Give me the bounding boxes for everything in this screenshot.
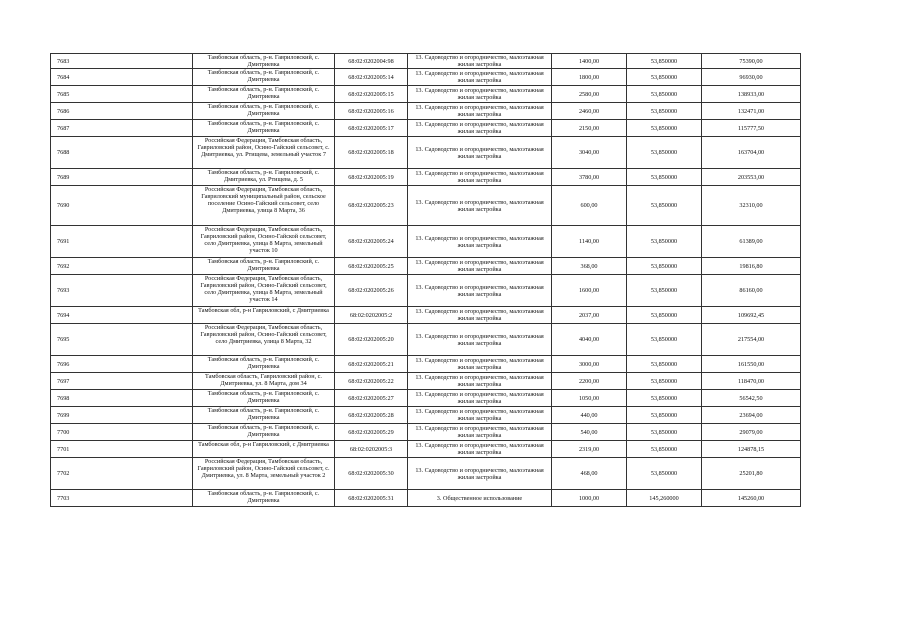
area-cell: 3040,00: [552, 137, 627, 169]
land-parcels-table: [50, 53, 801, 507]
address-cell: Российская Федерация, Тамбовская область, Гавриловский район, Осино-Гайский сельсовет, с. Дмитриевка, ул. 8 Марта, земельный участок 2: [193, 458, 335, 490]
rate-cell: 53,850000: [627, 324, 702, 356]
land-use-cell: 13. Садоводство и огородничество, малоэтажная жилая застройка: [408, 226, 552, 258]
cadastral-cost-cell: 56542,50: [702, 390, 801, 407]
cadastral-cost-cell: 86160,00: [702, 275, 801, 307]
row-number: 7687: [51, 120, 193, 137]
row-number: 7685: [51, 86, 193, 103]
row-number: 7696: [51, 356, 193, 373]
address-cell: Тамбовская область, Гавриловский район, с. Дмитриевка, ул. 8 Марта, дом 34: [193, 373, 335, 390]
land-use-cell: 13. Садоводство и огородничество, малоэтажная жилая застройка: [408, 120, 552, 137]
area-cell: 540,00: [552, 424, 627, 441]
row-number: 7683: [51, 54, 193, 69]
cadastral-cost-cell: 161550,00: [702, 356, 801, 373]
cadastral-number-cell: 68:02:0202005:24: [335, 226, 408, 258]
address-cell: Российская Федерация, Тамбовская область, Гавриловский район, Осино-Гайский сельсовет, село Дмитриевка, улица 8 Марта, земельный участок 14: [193, 275, 335, 307]
address-cell: Тамбовская область, р-н. Гавриловский, с. Дмитриевка: [193, 356, 335, 373]
land-use-cell: 13. Садоводство и огородничество, малоэтажная жилая застройка: [408, 186, 552, 226]
rate-cell: 53,850000: [627, 103, 702, 120]
row-number: 7695: [51, 324, 193, 356]
area-cell: 1000,00: [552, 490, 627, 507]
cadastral-cost-cell: 203553,00: [702, 169, 801, 186]
table-row: [51, 86, 801, 103]
area-cell: 2150,00: [552, 120, 627, 137]
row-number: 7691: [51, 226, 193, 258]
land-use-cell: 13. Садоводство и огородничество, малоэтажная жилая застройка: [408, 390, 552, 407]
cadastral-cost-cell: 124878,15: [702, 441, 801, 458]
address-cell: Российская Федерация, Тамбовская область, Гавриловский район, Осино-Гайский сельсовет, село Дмитриевка, улица 8 Марта, 32: [193, 324, 335, 356]
table-row: [51, 275, 801, 307]
address-cell: Российская Федерация, Тамбовская область, Гавриловский район, Осино-Гайский сельсовет, с. Дмитриевка, ул. Ртищева, земельный участок 7: [193, 137, 335, 169]
address-cell: Тамбовская область, р-н. Гавриловский, с. Дмитриевка: [193, 407, 335, 424]
row-number: 7699: [51, 407, 193, 424]
rate-cell: 145,260000: [627, 490, 702, 507]
table-row: [51, 307, 801, 324]
cadastral-cost-cell: 19816,80: [702, 258, 801, 275]
row-number: 7686: [51, 103, 193, 120]
cadastral-number-cell: 68:02:0202005:27: [335, 390, 408, 407]
cadastral-cost-cell: 75390,00: [702, 54, 801, 69]
cadastral-cost-cell: 138933,00: [702, 86, 801, 103]
table-body: [51, 54, 801, 507]
cadastral-cost-cell: 25201,80: [702, 458, 801, 490]
land-use-cell: 13. Садоводство и огородничество, малоэтажная жилая застройка: [408, 137, 552, 169]
area-cell: 468,00: [552, 458, 627, 490]
area-cell: 2580,00: [552, 86, 627, 103]
cadastral-number-cell: 68:02:0202005:26: [335, 275, 408, 307]
rate-cell: 53,850000: [627, 373, 702, 390]
land-use-cell: 13. Садоводство и огородничество, малоэтажная жилая застройка: [408, 54, 552, 69]
address-cell: Тамбовская область, р-н. Гавриловский, с. Дмитриевка: [193, 86, 335, 103]
rate-cell: 53,850000: [627, 226, 702, 258]
table-row: [51, 120, 801, 137]
rate-cell: 53,850000: [627, 307, 702, 324]
rate-cell: 53,850000: [627, 169, 702, 186]
table-row: [51, 390, 801, 407]
land-use-cell: 13. Садоводство и огородничество, малоэтажная жилая застройка: [408, 86, 552, 103]
rate-cell: 53,850000: [627, 390, 702, 407]
cadastral-number-cell: 68:02:0202005:15: [335, 86, 408, 103]
row-number: 7688: [51, 137, 193, 169]
cadastral-number-cell: 68:02:0202004:98: [335, 54, 408, 69]
address-cell: Тамбовская обл, р-н Гавриловский, с Дмитриевка: [193, 307, 335, 324]
cadastral-cost-cell: 118470,00: [702, 373, 801, 390]
rate-cell: 53,850000: [627, 137, 702, 169]
land-use-cell: 13. Садоводство и огородничество, малоэтажная жилая застройка: [408, 103, 552, 120]
rate-cell: 53,850000: [627, 275, 702, 307]
table-row: [51, 258, 801, 275]
rate-cell: 53,850000: [627, 441, 702, 458]
area-cell: 600,00: [552, 186, 627, 226]
cadastral-cost-cell: 96930,00: [702, 69, 801, 86]
area-cell: 1800,00: [552, 69, 627, 86]
address-cell: Российская Федерация, Тамбовская область, Гавриловский район, Осино-Гайской сельсовет, село Дмитриевка, улица 8 Марта, земельный участок 10: [193, 226, 335, 258]
table-row: [51, 458, 801, 490]
table-row: [51, 424, 801, 441]
cadastral-cost-cell: 109692,45: [702, 307, 801, 324]
land-use-cell: 13. Садоводство и огородничество, малоэтажная жилая застройка: [408, 307, 552, 324]
cadastral-number-cell: 68:02:0202005:31: [335, 490, 408, 507]
table-row: [51, 137, 801, 169]
rate-cell: 53,850000: [627, 54, 702, 69]
row-number: 7690: [51, 186, 193, 226]
rate-cell: 53,850000: [627, 258, 702, 275]
rate-cell: 53,850000: [627, 69, 702, 86]
cadastral-number-cell: 68:02:0202005:2: [335, 307, 408, 324]
row-number: 7684: [51, 69, 193, 86]
table-row: [51, 54, 801, 69]
table-row: [51, 169, 801, 186]
row-number: 7697: [51, 373, 193, 390]
table-row: [51, 324, 801, 356]
table-row: [51, 226, 801, 258]
cadastral-cost-cell: 132471,00: [702, 103, 801, 120]
cadastral-number-cell: 68:02:0202005:17: [335, 120, 408, 137]
cadastral-cost-cell: 32310,00: [702, 186, 801, 226]
cadastral-number-cell: 68:02:0202005:14: [335, 69, 408, 86]
area-cell: 2460,00: [552, 103, 627, 120]
cadastral-cost-cell: 145260,00: [702, 490, 801, 507]
area-cell: 1600,00: [552, 275, 627, 307]
address-cell: Тамбовская область, р-н. Гавриловский, с. Дмитриевка: [193, 390, 335, 407]
rate-cell: 53,850000: [627, 356, 702, 373]
row-number: 7703: [51, 490, 193, 507]
area-cell: 1400,00: [552, 54, 627, 69]
table-row: [51, 441, 801, 458]
land-use-cell: 13. Садоводство и огородничество, малоэтажная жилая застройка: [408, 356, 552, 373]
cadastral-number-cell: 68:02:0202005:3: [335, 441, 408, 458]
row-number: 7694: [51, 307, 193, 324]
area-cell: 3780,00: [552, 169, 627, 186]
land-use-cell: 13. Садоводство и огородничество, малоэтажная жилая застройка: [408, 324, 552, 356]
land-use-cell: 13. Садоводство и огородничество, малоэтажная жилая застройка: [408, 258, 552, 275]
rate-cell: 53,850000: [627, 458, 702, 490]
area-cell: 1050,00: [552, 390, 627, 407]
address-cell: Тамбовская область, р-н. Гавриловский, с. Дмитриевка: [193, 120, 335, 137]
land-use-cell: 13. Садоводство и огородничество, малоэтажная жилая застройка: [408, 424, 552, 441]
land-use-cell: 13. Садоводство и огородничество, малоэтажная жилая застройка: [408, 407, 552, 424]
address-cell: Тамбовская область, р-н. Гавриловский, с. Дмитриевка: [193, 490, 335, 507]
row-number: 7698: [51, 390, 193, 407]
area-cell: 440,00: [552, 407, 627, 424]
area-cell: 2037,00: [552, 307, 627, 324]
cadastral-cost-cell: 115777,50: [702, 120, 801, 137]
row-number: 7700: [51, 424, 193, 441]
cadastral-cost-cell: 29079,00: [702, 424, 801, 441]
land-use-cell: 13. Садоводство и огородничество, малоэтажная жилая застройка: [408, 373, 552, 390]
cadastral-number-cell: 68:02:0202005:30: [335, 458, 408, 490]
land-use-cell: 13. Садоводство и огородничество, малоэтажная жилая застройка: [408, 169, 552, 186]
address-cell: Тамбовская область, р-н. Гавриловский, с. Дмитриевка, ул. Ртищева, д. 5: [193, 169, 335, 186]
area-cell: 368,00: [552, 258, 627, 275]
row-number: 7701: [51, 441, 193, 458]
address-cell: Тамбовская область, р-н. Гавриловский, с. Дмитриевка: [193, 54, 335, 69]
area-cell: 1140,00: [552, 226, 627, 258]
address-cell: Тамбовская обл, р-н Гавриловский, с Дмитриевка: [193, 441, 335, 458]
land-use-cell: 3. Общественное использование: [408, 490, 552, 507]
cadastral-number-cell: 68:02:0202005:23: [335, 186, 408, 226]
row-number: 7693: [51, 275, 193, 307]
table-row: [51, 373, 801, 390]
cadastral-number-cell: 68:02:0202005:19: [335, 169, 408, 186]
table-row: [51, 407, 801, 424]
address-cell: Тамбовская область, р-н. Гавриловский, с. Дмитриевка: [193, 69, 335, 86]
cadastral-number-cell: 68:02:0202005:28: [335, 407, 408, 424]
land-use-cell: 13. Садоводство и огородничество, малоэтажная жилая застройка: [408, 441, 552, 458]
address-cell: Тамбовская область, р-н. Гавриловский, с. Дмитриевка: [193, 103, 335, 120]
table-row: [51, 356, 801, 373]
cadastral-number-cell: 68:02:0202005:21: [335, 356, 408, 373]
cadastral-number-cell: 68:02:0202005:22: [335, 373, 408, 390]
table-row: [51, 186, 801, 226]
rate-cell: 53,850000: [627, 407, 702, 424]
rate-cell: 53,850000: [627, 120, 702, 137]
cadastral-cost-cell: 23694,00: [702, 407, 801, 424]
address-cell: Российская Федерация, Тамбовская область, Гавриловский муниципальный район, сельское поселение Осино-Гайский сельсовет, село Дмитриевка, улица 8 Марта, 36: [193, 186, 335, 226]
rate-cell: 53,850000: [627, 86, 702, 103]
area-cell: 2319,00: [552, 441, 627, 458]
cadastral-number-cell: 68:02:0202005:25: [335, 258, 408, 275]
address-cell: Тамбовская область, р-н. Гавриловский, с. Дмитриевка: [193, 258, 335, 275]
cadastral-cost-cell: 61389,00: [702, 226, 801, 258]
cadastral-number-cell: 68:02:0202005:16: [335, 103, 408, 120]
table-row: [51, 103, 801, 120]
cadastral-number-cell: 68:02:0202005:20: [335, 324, 408, 356]
area-cell: 3000,00: [552, 356, 627, 373]
land-use-cell: 13. Садоводство и огородничество, малоэтажная жилая застройка: [408, 275, 552, 307]
land-use-cell: 13. Садоводство и огородничество, малоэтажная жилая застройка: [408, 458, 552, 490]
rate-cell: 53,850000: [627, 186, 702, 226]
land-use-cell: 13. Садоводство и огородничество, малоэтажная жилая застройка: [408, 69, 552, 86]
area-cell: 2200,00: [552, 373, 627, 390]
cadastral-number-cell: 68:02:0202005:18: [335, 137, 408, 169]
cadastral-cost-cell: 163704,00: [702, 137, 801, 169]
rate-cell: 53,850000: [627, 424, 702, 441]
row-number: 7689: [51, 169, 193, 186]
table-row: [51, 490, 801, 507]
row-number: 7702: [51, 458, 193, 490]
cadastral-cost-cell: 217554,00: [702, 324, 801, 356]
cadastral-number-cell: 68:02:0202005:29: [335, 424, 408, 441]
row-number: 7692: [51, 258, 193, 275]
address-cell: Тамбовская область, р-н. Гавриловский, с. Дмитриевка: [193, 424, 335, 441]
table-row: [51, 69, 801, 86]
area-cell: 4040,00: [552, 324, 627, 356]
